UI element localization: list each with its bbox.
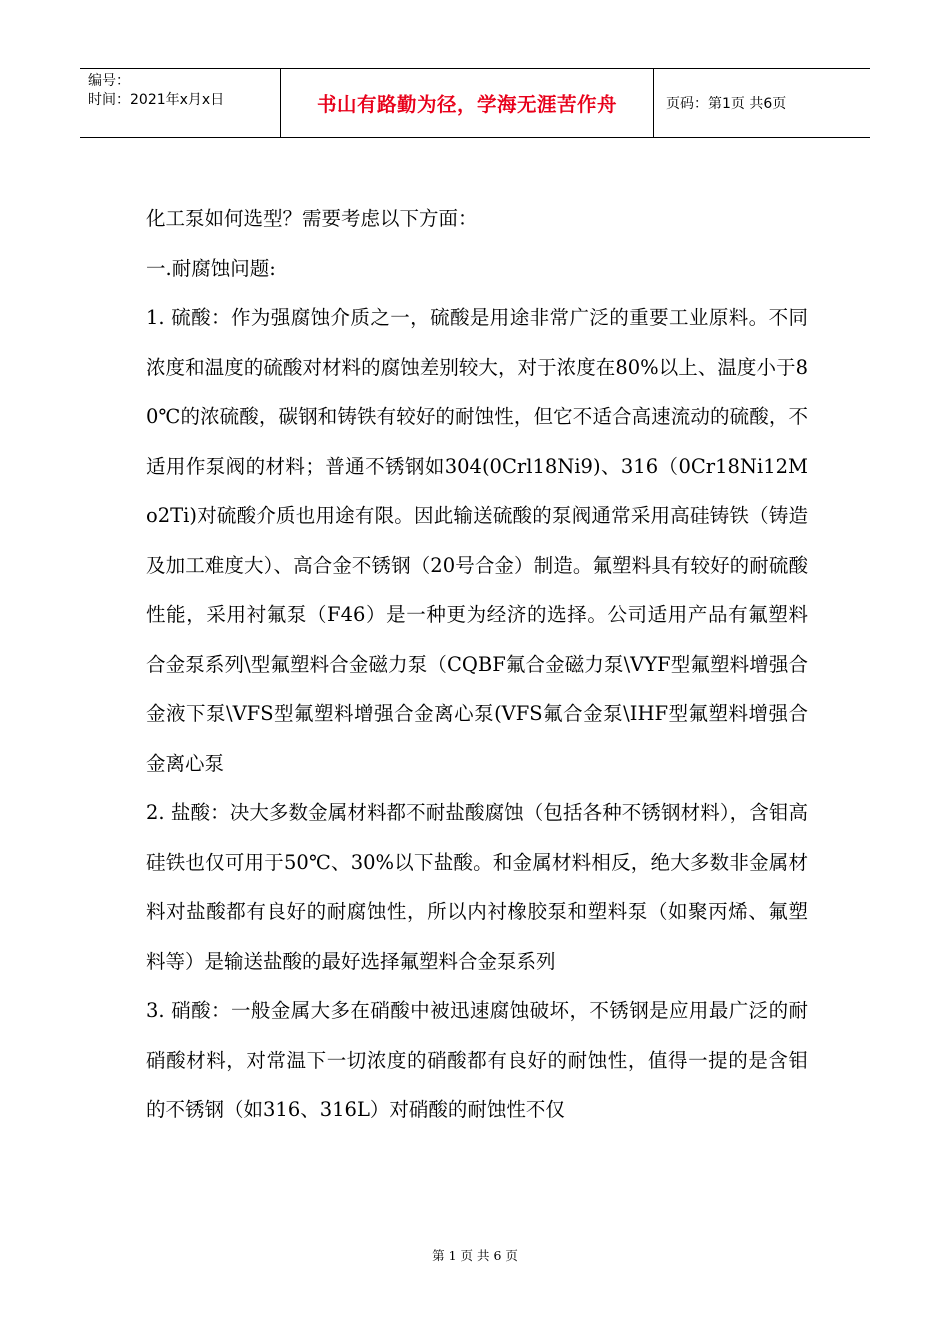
header-page-info: 页码：第1页 共6页 [666, 96, 787, 112]
intro-question: 化工泵如何选型？需要考虑以下方面： [146, 207, 478, 230]
paragraph-sulfuric-acid: 1. 硫酸：作为强腐蚀介质之一，硫酸是用途非常广泛的重要工业原料。不同浓度和温度的硫酸对材料的腐蚀差别较大，对于浓度在80%以上、温度小于80℃的浓硫酸，碳钢和铸铁有较好的耐蚀性，但它不适合高速流动的硫酸，不适用作泵阀的材料；普通不锈钢如304(0Crl18Ni9)、316（0Cr18Ni12Mo2Ti)对硫酸介质也用途有限。因此输送硫酸的泵阀通常采用高硅铸铁（铸造及加工难度大）、高合金不锈钢（20号合金）制造。氟塑料具有较好的耐硫酸性能，采用衬氟泵（F46）是一种更为经济的选择。公司适用产品有氟塑料合金泵系列\型氟塑料合金磁力泵（CQBF氟合金磁力泵\VYF型氟塑料增强合金液下泵\VFS型氟塑料增强合金离心泵(VFS氟合金泵\IHF型氟塑料增强合金离心泵 [146, 306, 808, 775]
document-body [146, 194, 808, 1135]
header-meta [80, 69, 281, 137]
doc-time-label: 时间：2021年x月x日 [88, 92, 225, 108]
page-footer: 第 1 页 共 6 页 [432, 1248, 518, 1263]
header-motto: 书山有路勤为径，学海无涯苦作舟 [281, 69, 654, 137]
paragraph-nitric-acid: 3. 硝酸：一般金属大多在硝酸中被迅速腐蚀破坏，不锈钢是应用最广泛的耐硝酸材料，对常温下一切浓度的硝酸都有良好的耐蚀性，值得一提的是含钼的不锈钢（如316、316L）对硝酸的耐蚀性不仅 [146, 999, 808, 1121]
section-heading: 一.耐腐蚀问题: [146, 256, 276, 280]
page-header [80, 68, 870, 138]
doc-number-label: 编号： [88, 73, 130, 89]
paragraph-hydrochloric-acid: 2. 盐酸：决大多数金属材料都不耐盐酸腐蚀（包括各种不锈钢材料），含钼高硅铁也仅可用于50℃、30%以下盐酸。和金属材料相反，绝大多数非金属材料对盐酸都有良好的耐腐蚀性，所以内衬橡胶泵和塑料泵（如聚丙烯、氟塑料等）是输送盐酸的最好选择氟塑料合金泵系列 [146, 801, 808, 973]
